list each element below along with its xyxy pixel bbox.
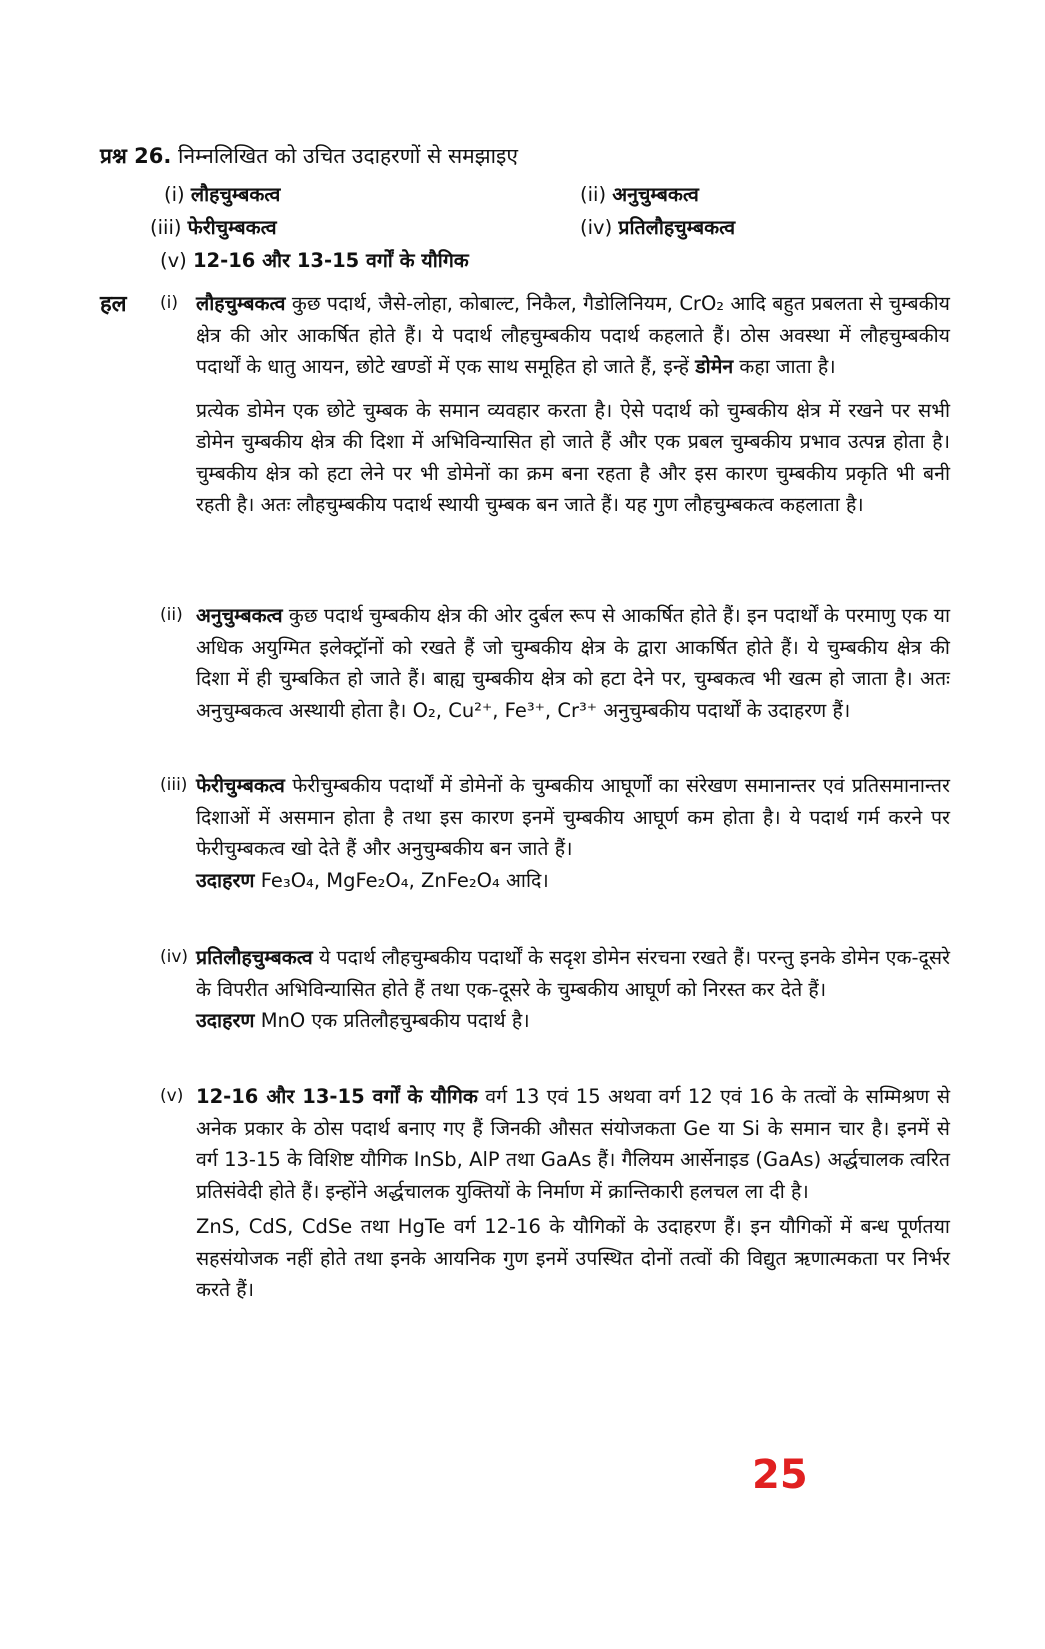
option-num: (iv) (580, 216, 613, 239)
answer-body (196, 600, 950, 726)
option-5 (150, 244, 850, 277)
answer-term: 12-16 और 13-15 वर्गों के यौगिक (196, 1085, 478, 1108)
question-heading (100, 141, 518, 171)
answer-term: फेरीचुम्बकत्व (196, 774, 285, 797)
answer-text: कुछ पदार्थ, जैसे-लोहा, कोबाल्ट, निकैल, गैडोलिनियम, CrO₂ आदि बहुत प्रबलता से चुम्बकीय क्षेत्र की ओर आकर्षित होते हैं। ये पदार्थ लौहचुम्बकीय पदार्थ कहलाते हैं। ठोस अवस्था में लौहचुम्बकीय पदार्थों के धातु आयन, छोटे खण्डों में एक साथ समूहित हो जाते हैं, इन्हें (196, 292, 950, 378)
option-text: प्रतिलौहचुम्बकत्व (618, 216, 736, 239)
question-number: प्रश्न 26. (100, 144, 172, 168)
answer-num: (v) (160, 1086, 184, 1106)
option-num: (i) (164, 183, 185, 206)
answer-text: वर्ग 13 एवं 15 अथवा वर्ग 12 एवं 16 के तत्वों के सम्मिश्रण से अनेक प्रकार के ठोस पदार्थ बनाए गए हैं जिनकी औसत संयोजकता Ge या Si के समान चार है। इनमें से वर्ग 13-15 के विशिष्ट यौगिक InSb, AlP तथा GaAs हैं। गैलियम आर्सेनाइड (GaAs) अर्द्धचालक त्वरित प्रतिसंवेदी होते हैं। इन्होंने अर्द्धचालक युक्तियों के निर्माण में क्रान्तिकारी हलचल ला दी है। (196, 1085, 950, 1203)
option-text: अनुचुम्बकत्व (612, 183, 699, 206)
option-row (150, 211, 850, 244)
answer-paragraph (196, 600, 950, 726)
answer-body (196, 942, 950, 1037)
answer-1 (160, 288, 950, 521)
example-line (196, 865, 950, 897)
option-4 (580, 211, 735, 244)
example-line (196, 1005, 950, 1037)
domain-word: डोमेन (695, 355, 734, 378)
option-2 (580, 178, 699, 211)
answer-label: हल (100, 292, 127, 317)
answer-body (196, 1081, 950, 1306)
answer-4 (160, 942, 950, 1037)
example-label: उदाहरण (196, 1009, 255, 1032)
answer-body (196, 288, 950, 521)
answer-term: लौहचुम्बकत्व (196, 292, 286, 315)
answer-paragraph: ZnS, CdS, CdSe तथा HgTe वर्ग 12-16 के यौगिकों के उदाहरण हैं। इन यौगिकों में बन्ध पूर्णतया सहसंयोजक नहीं होते तथा इनके आयनिक गुण इनमें उपस्थित दोनों तत्वों की विद्युत ऋणात्मकता पर निर्भर करते हैं। (196, 1215, 950, 1301)
option-text: लौहचुम्बकत्व (190, 183, 281, 206)
option-1 (150, 178, 580, 211)
option-3 (150, 211, 580, 244)
option-text: फेरीचुम्बकत्व (187, 216, 277, 239)
option-num: (ii) (580, 183, 607, 206)
answer-text-end: कहा जाता है। (733, 355, 836, 378)
question-text: निम्नलिखित को उचित उदाहरणों से समझाइए (178, 144, 518, 168)
example-label: उदाहरण (196, 868, 255, 892)
answer-paragraph (196, 288, 950, 383)
answer-term: प्रतिलौहचुम्बकत्व (196, 946, 313, 969)
answer-text: ये पदार्थ लौहचुम्बकीय पदार्थों के सदृश डोमेन संरचना रखते हैं। परन्तु इनके डोमेन एक-दूसरे के विपरीत अभिविन्यासित होते हैं तथा एक-दूसरे के चुम्बकीय आघूर्ण को निरस्त कर देते हैं। (196, 946, 950, 1001)
option-row (150, 178, 850, 211)
option-text: 12-16 और 13-15 वर्गों के यौगिक (192, 249, 469, 272)
answer-paragraph (196, 1081, 950, 1207)
answer-term: अनुचुम्बकत्व (196, 604, 283, 627)
answer-body (196, 770, 950, 896)
example-text: MnO एक प्रतिलौहचुम्बकीय पदार्थ है। (254, 1009, 530, 1032)
example-text: Fe₃O₄, MgFe₂O₄, ZnFe₂O₄ आदि। (254, 868, 549, 892)
answer-text: कुछ पदार्थ चुम्बकीय क्षेत्र की ओर दुर्बल रूप से आकर्षित होते हैं। इन पदार्थों के परमाणु एक या अधिक अयुग्मित इलेक्ट्रॉनों को रखते हैं जो चुम्बकीय क्षेत्र के द्वारा आकर्षित होते हैं। ये चुम्बकीय क्षेत्र की दिशा में ही चुम्बकित हो जाते हैं। बाह्य चुम्बकीय क्षेत्र को हटा देने पर, चुम्बकत्व भी खत्म हो जाता है। अतः अनुचुम्बकत्व अस्थायी होता है। O₂, Cu²⁺, Fe³⁺, Cr³⁺ अनुचुम्बकीय पदार्थों के उदाहरण हैं। (196, 604, 950, 722)
option-num: (iii) (150, 216, 182, 239)
answer-2 (160, 600, 950, 726)
answer-num: (iii) (160, 775, 188, 795)
page-number: 25 (752, 1452, 808, 1498)
answer-5 (160, 1081, 950, 1306)
option-num: (v) (160, 249, 187, 272)
question-options (150, 178, 850, 277)
answer-text: फेरीचुम्बकीय पदार्थों में डोमेनों के चुम्बकीय आघूर्णों का संरेखण समानान्तर एवं प्रतिसमानान्तर दिशाओं में असमान होता है तथा इस कारण इनमें चुम्बकीय आघूर्ण कम होता है। ये पदार्थ गर्म करने पर फेरीचुम्बकत्व खो देते हैं और अनुचुम्बकीय बन जाते हैं। (196, 774, 950, 860)
answer-num: (i) (160, 293, 178, 313)
answer-3 (160, 770, 950, 896)
answer-paragraph (196, 770, 950, 865)
answer-paragraph (196, 942, 950, 1005)
answer-num: (iv) (160, 947, 189, 967)
answer-num: (ii) (160, 605, 183, 625)
answer-paragraph: प्रत्येक डोमेन एक छोटे चुम्बक के समान व्यवहार करता है। ऐसे पदार्थ को चुम्बकीय क्षेत्र में रखने पर सभी डोमेन चुम्बकीय क्षेत्र की दिशा में अभिविन्यासित हो जाते हैं और एक प्रबल चुम्बकीय प्रभाव उत्पन्न होता है। चुम्बकीय क्षेत्र को हटा लेने पर भी डोमेनों का क्रम बना रहता है और इस कारण चुम्बकीय प्रकृति भी बनी रहती है। अतः लौहचुम्बकीय पदार्थ स्थायी चुम्बक बन जाते हैं। यह गुण लौहचुम्बकत्व कहलाता है। (196, 398, 950, 516)
